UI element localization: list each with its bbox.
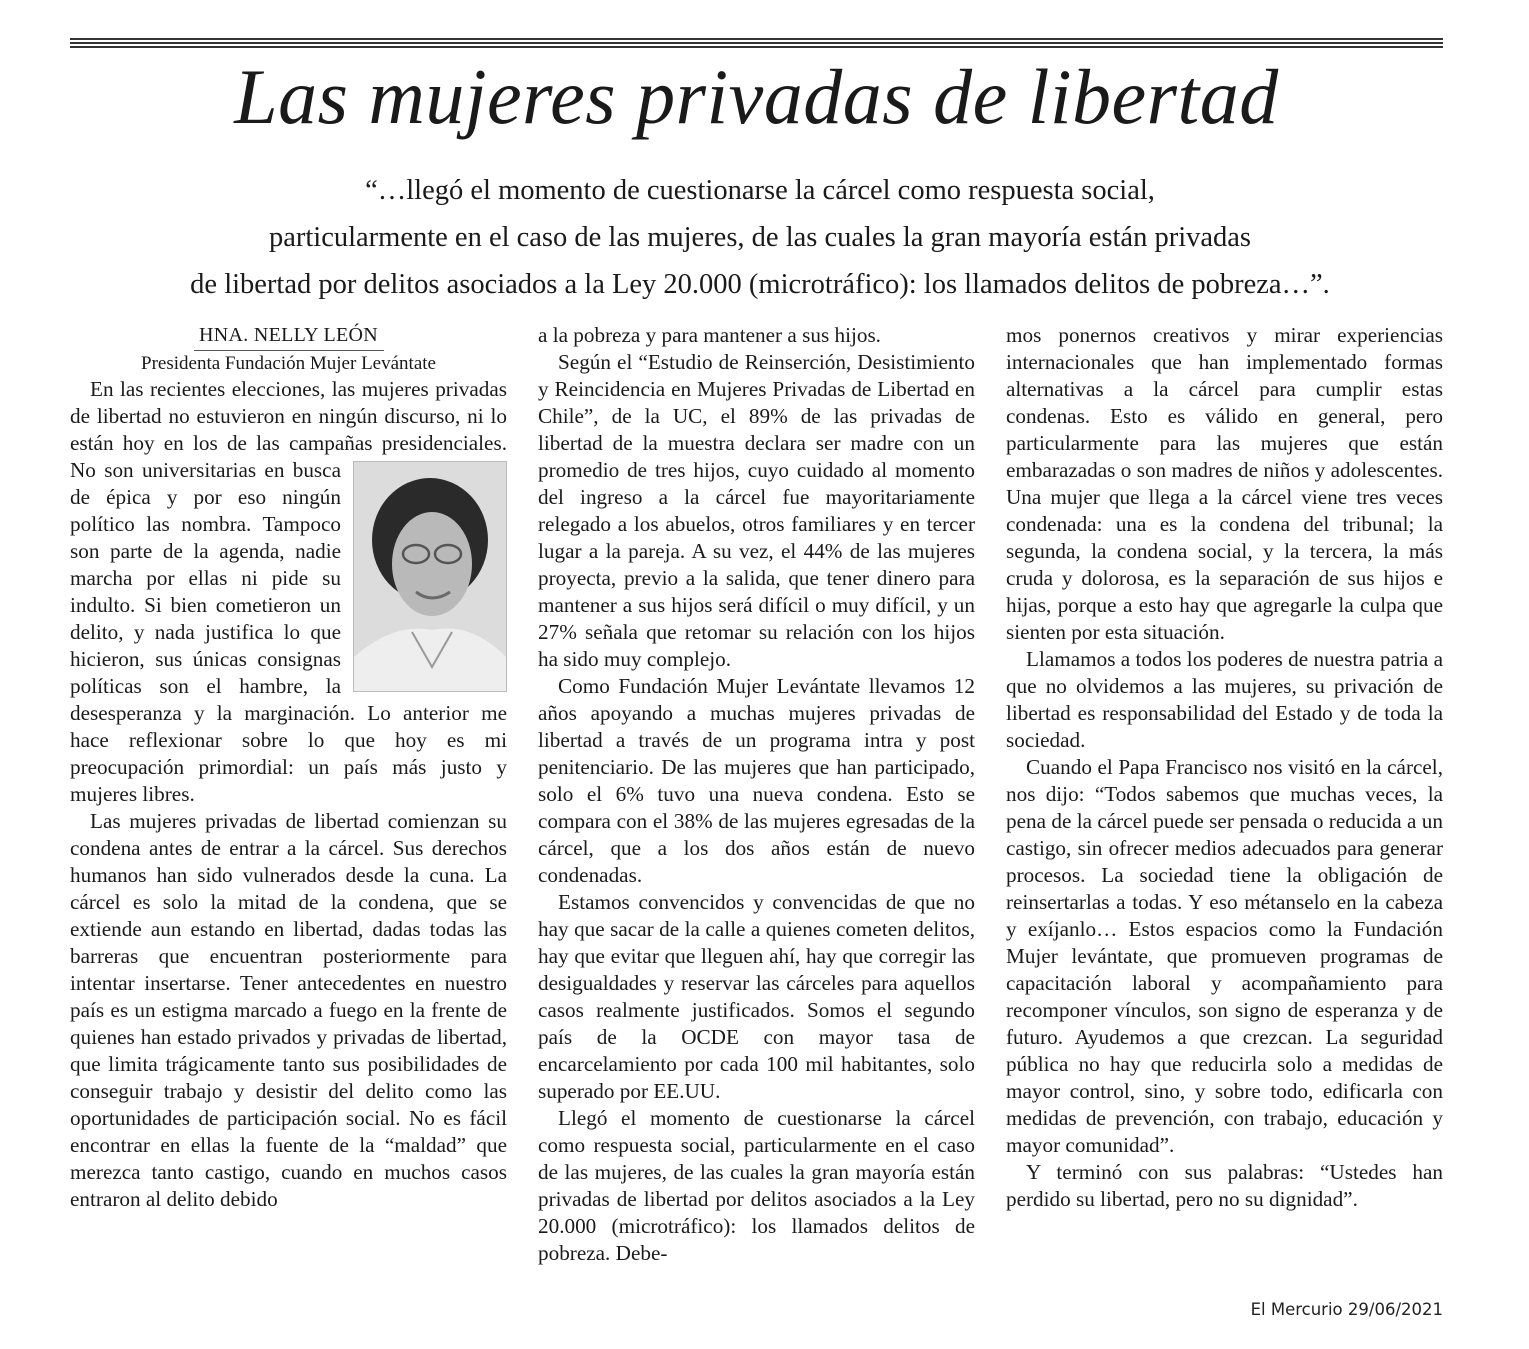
paragraph: Llegó el momento de cuestionarse la cárcel como respuesta social, particularmente en el caso de las mujeres, de las cuales la gran mayoría están privadas de libertad por delitos asociados a la Ley 20.000 (microtráfico): los llamados delitos de pobreza. Debe- [538,1106,975,1265]
paragraph: Y terminó con sus palabras: “Ustedes han perdido su libertad, pero no su dignidad”. [1006,1160,1443,1211]
paragraph: mos ponernos creativos y mirar experiencias internacionales que han implementado formas alternativas a la cárcel para cumplir estas condenas. Esto es válido en general, pero particularmente para las mujeres que están embarazadas o son madres de niños y adolescentes. Una mujer que llega a la cárcel viene tres veces condenada: una es la condena del tribunal; la segunda, la condena social, y la tercera, la más cruda y dolorosa, es la separación de sus hijos e hijas, porque a esto hay que agregarle la culpa que sienten por esta situación. [1006,323,1443,644]
pull-quote-line: “…llegó el momento de cuestionarse la cárcel como respuesta social, [365,175,1155,206]
portrait-icon [354,462,506,691]
pull-quote [70,167,1450,308]
article-column-2 [538,322,975,1267]
author-role: Presidenta Fundación Mujer Levántate [141,353,436,374]
author-name: HNA. NELLY LEÓN [199,324,378,346]
author-photo [353,461,507,692]
headline: Las mujeres privadas de libertad [234,53,1279,140]
article-column-3 [1006,322,1443,1213]
article-column-1 [70,322,507,1213]
paragraph: a la pobreza y para mantener a sus hijos. [538,323,881,347]
paragraph: Según el “Estudio de Reinserción, Desistimiento y Reincidencia en Mujeres Privadas de Libertad en Chile”, de la UC, el 89% de las privadas de libertad de la muestra declara ser madre con un promedio de tres hijos, cuyo cuidado al momento del ingreso a la cárcel fue mayoritariamente relegado a los abuelos, otros familiares y en tercer lugar a la pareja. A su vez, el 44% de las mujeres proyecta, previo a la salida, que tener dinero para mantener a sus hijos será difícil o muy difícil, y un 27% señala que retomar su relación con los hijos ha sido muy complejo. [538,350,975,671]
pull-quote-line: de libertad por delitos asociados a la Ley 20.000 (microtráfico): los llamados delitos de pobreza…”. [190,269,1330,300]
paragraph: Llamamos a todos los poderes de nuestra patria a que no olvidemos a las mujeres, su privación de libertad es responsabilidad del Estado y de toda la sociedad. [1006,647,1443,752]
paragraph: Estamos convencidos y convencidas de que no hay que sacar de la calle a quienes cometen delitos, hay que evitar que lleguen ahí, hay que corregir las desigualdades y reservar las cárceles para aquellos casos realmente justificados. Somos el segundo país de la OCDE con mayor tasa de encarcelamiento por cada 100 mil habitantes, solo superado por EE.UU. [538,890,975,1103]
pull-quote-line: particularmente en el caso de las mujeres, de las cuales la gran mayoría están privadas [268,222,1252,253]
top-rule [70,38,1443,50]
paragraph: En las recientes elecciones, las mujeres privadas de libertad no estuvieron en ningún discurso, ni lo están hoy en los de las campañas presidenciales. No son universitarias en busca de épica y por eso ningún político las nombra. Tampoco son parte de la agenda, nadie marcha por ellas ni pide su indulto. Si bien cometieron un delito, y nada justifica lo que hicieron, sus únicas consignas políticas son el hambre, la desesperanza y la marginación. Lo anterior me hace reflexionar sobre lo que hoy es mi preocupación primordial: un país más justo y mujeres libres. [70,377,507,806]
paragraph: Cuando el Papa Francisco nos visitó en la cárcel, nos dijo: “Todos sabemos que muchas veces, la pena de la cárcel puede ser pensada o reducida a un castigo, sin ofrecer medios adecuados para generar procesos. La sociedad tiene la obligación de reinsertarlas a todas. Y eso métanselo en la cabeza y exíjanlo… Estos espacios como la Fundación Mujer levántate, que promueven programas de capacitación laboral y acompañamiento para recomponer vínculos, son signo de esperanza y de futuro. Ayudemos a que crezcan. La seguridad pública no hay que reducirla solo a medidas de mayor control, sino, y sobre todo, edificarla con medidas de prevención, con trabajo, educación y mayor comunidad”. [1006,755,1443,1157]
paragraph: Como Fundación Mujer Levántate llevamos 12 años apoyando a muchas mujeres privadas de libertad a través de un programa intra y post penitenciario. De las mujeres que han participado, solo el 6% tuvo una nueva condena. Esto se compara con el 38% de las mujeres egresadas de la cárcel, que a los dos años están de nuevo condenadas. [538,674,975,887]
paragraph: Las mujeres privadas de libertad comienzan su condena antes de entrar a la cárcel. Sus derechos humanos han sido vulnerados desde la cuna. La cárcel es solo la mitad de la condena, que se extiende aun estando en libertad, dadas todas las barreras que encuentran posteriormente para intentar insertarse. Tener antecedentes en nuestro país es un estigma marcado a fuego en la frente de quienes han estado privados y privadas de libertad, que limita trágicamente tanto sus posibilidades de conseguir trabajo y desistir del delito como las oportunidades de participación social. No es fácil encontrar en ellas la fuente de la “maldad” que merezca tanto castigo, cuando en muchos casos entraron al delito debido [70,809,507,1211]
source-caption: El Mercurio 29/06/2021 [1250,1300,1443,1319]
